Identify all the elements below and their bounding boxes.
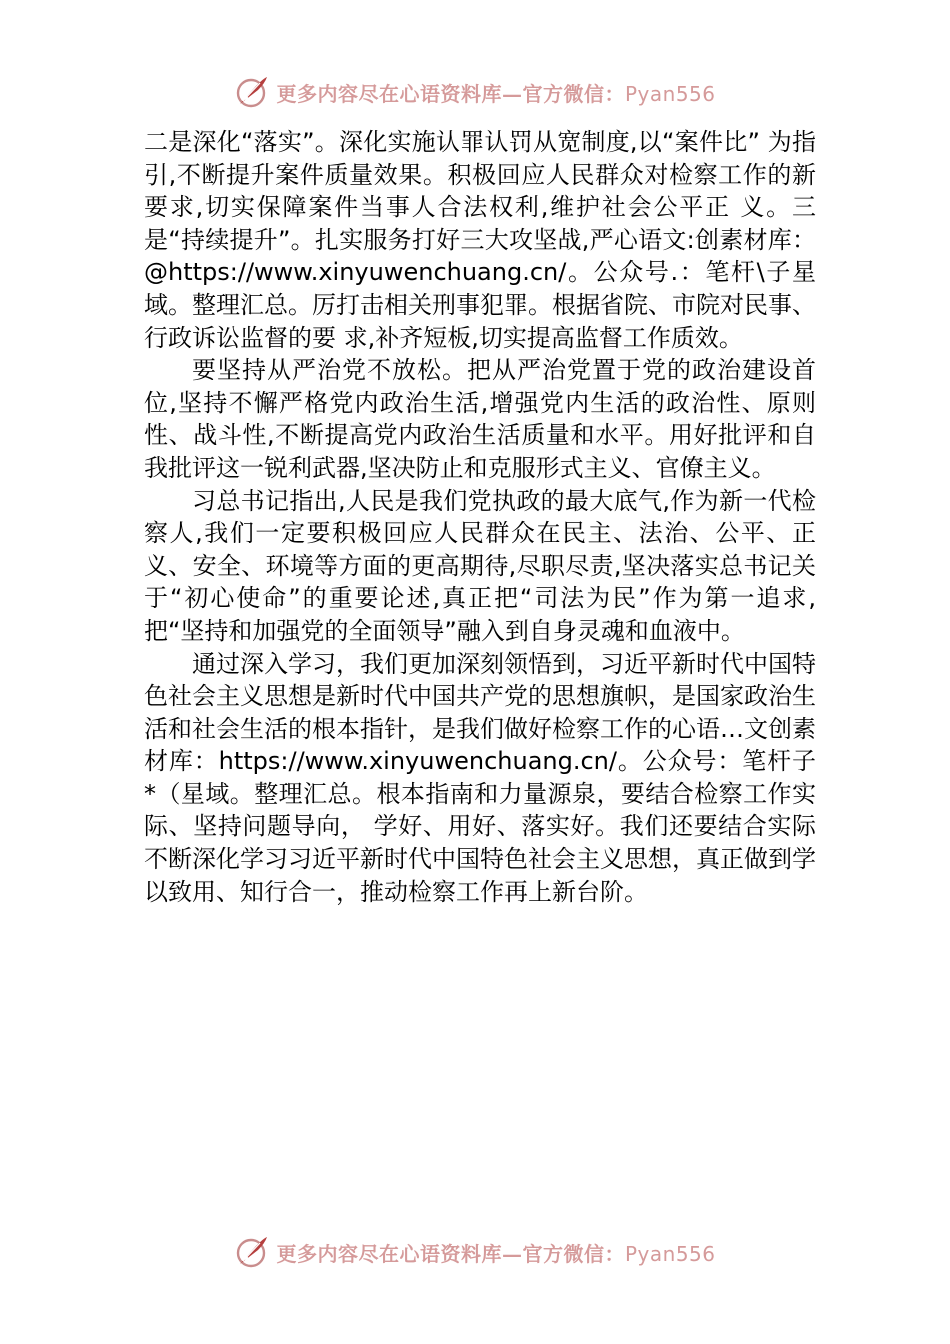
paragraph-1: 二是深化“落实”。深化实施认罪认罚从宽制度,以“案件比” 为指引,不断提升案件质量效果。积极回应人民群众对检察工作的新要求,切实保障案件当事人合法权利,维护社会公平正 义。三是“持续提升”。扎实服务打好三大攻坚战,严心语文:创素材库：@https://www.xinyuwenchuang.cn/。公众号.：笔杆\子星域。整理汇总。厉打击相关刑事犯罪。根据省院、市院对民事、行政诉讼监督的要 求,补齐短板,切实提高监督工作质效。 bbox=[144, 128, 816, 352]
paragraph-4: 通过深入学习，我们更加深刻领悟到，习近平新时代中国特色社会主义思想是新时代中国共产党的思想旗帜，是国家政治生活和社会生活的根本指针，是我们做好检察工作的心语…文创素材库：https://www.xinyuwenchuang.cn/。公众号：笔杆子*（星域。整理汇总。根本指南和力量源泉，要结合检察工作实际、坚持问题导向， 学好、用好、落实好。我们还要结合实际不断深化学习习近平新时代中国特色社会主义思想，真正做到学以致用、知行合一，推动检察工作再上新台阶。 bbox=[144, 649, 816, 906]
header-banner-text: 更多内容尽在心语资料库—官方微信：Pyan556 bbox=[276, 81, 716, 106]
footer-wechat-id: Pyan556 bbox=[624, 1241, 716, 1266]
header-wechat-id: Pyan556 bbox=[624, 81, 716, 106]
quill-logo-icon bbox=[234, 1234, 270, 1270]
quill-logo-icon bbox=[234, 74, 270, 110]
paragraph-3: 习总书记指出,人民是我们党执政的最大底气,作为新一代检察人,我们一定要积极回应人民群众在民主、法治、公平、正义、安全、环境等方面的更高期待,尽职尽责,坚决落实总书记关于“初心使命”的重要论述,真正把“司法为民”作为第一追求,把“坚持和加强党的全面领导”融入到自身灵魂和血液中。 bbox=[144, 486, 816, 645]
paragraph-2: 要坚持从严治党不放松。把从严治党置于党的政治建设首位,坚持不懈严格党内政治生活,增强党内生活的政治性、原则性、战斗性,不断提高党内政治生活质量和水平。用好批评和自我批评这一锐利武器,坚决防止和克服形式主义、官僚主义。 bbox=[144, 356, 816, 482]
header-banner bbox=[0, 72, 950, 112]
document-body bbox=[144, 126, 816, 908]
footer-banner bbox=[0, 1232, 950, 1272]
footer-banner-text: 更多内容尽在心语资料库—官方微信：Pyan556 bbox=[276, 1241, 716, 1266]
